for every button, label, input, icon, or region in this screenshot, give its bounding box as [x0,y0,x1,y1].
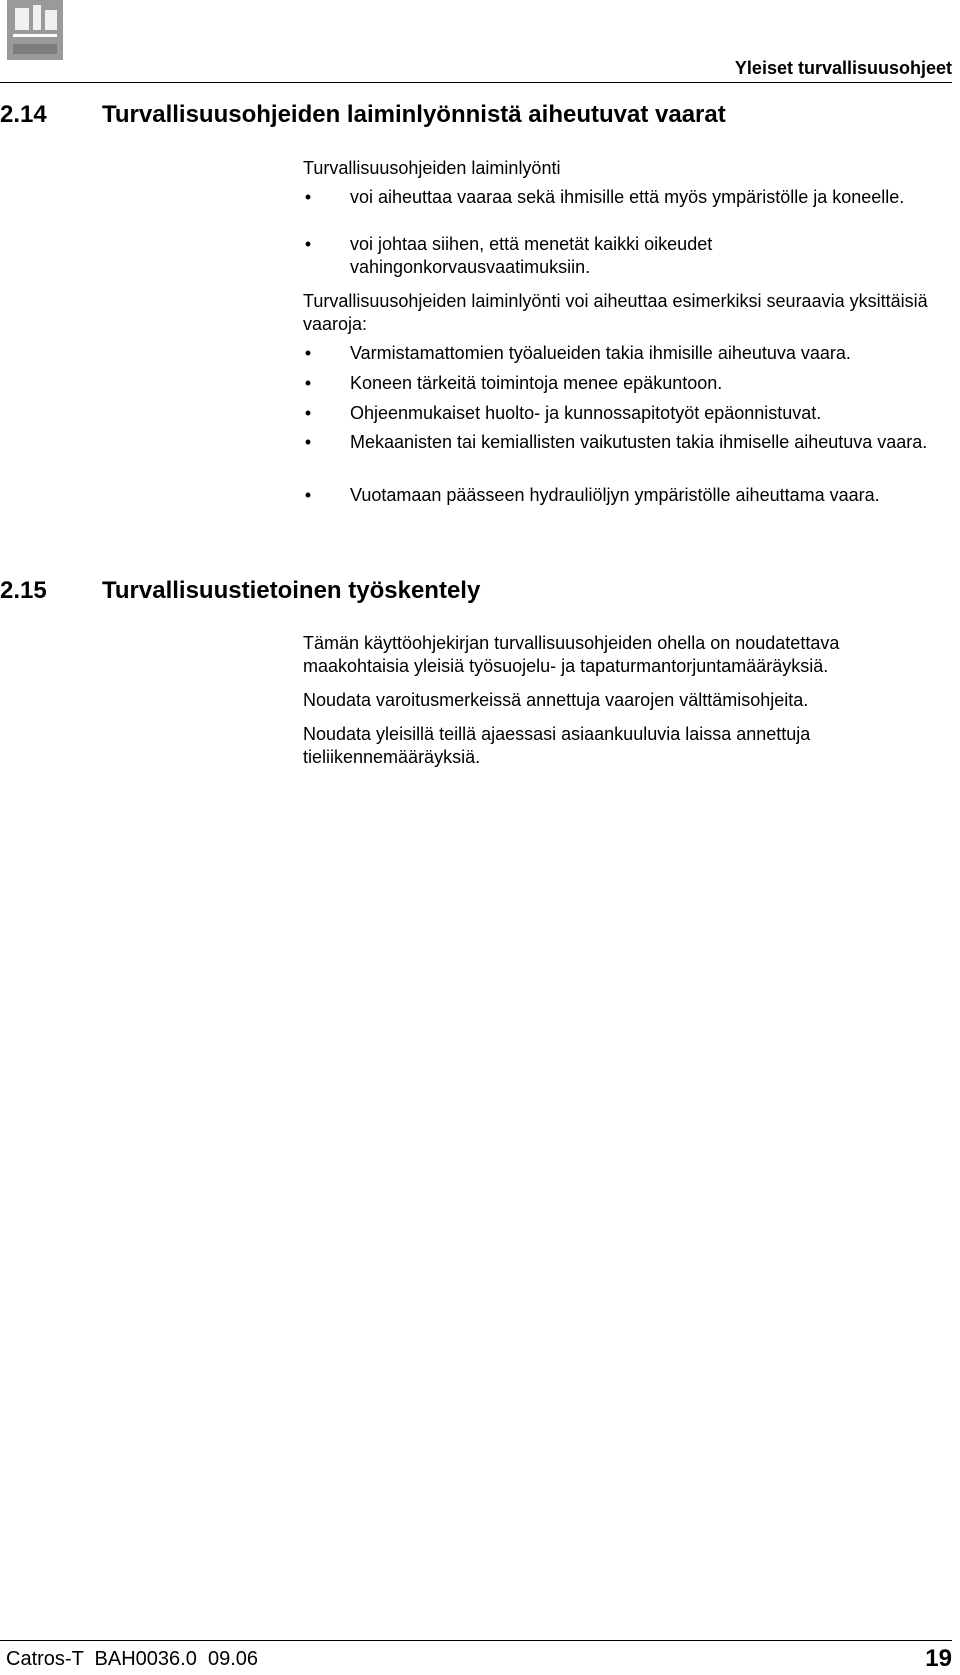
bullet-icon: • [304,343,312,363]
bullet-icon: • [304,485,312,505]
list-item-text: Ohjeenmukaiset huolto- ja kunnossapitotyöt epäonnistuvat. [350,403,822,423]
page-number: 19 [925,1645,952,1672]
running-header-title: Yleiset turvallisuusohjeet [734,58,952,78]
bullet-icon: • [304,234,312,254]
bullet-icon: • [304,373,312,393]
footer-divider [0,1640,952,1641]
header-divider [0,82,952,83]
list-item [303,431,943,477]
section-2-15-heading [0,577,480,605]
list-item [303,186,943,232]
document-reference: Catros-T BAH0036.0 09.06 [6,1648,258,1670]
section-number: 2.14 [0,101,47,128]
bullet-icon: • [304,187,312,207]
section-2-15-paragraph-1: Tämän käyttöohjekirjan turvallisuusohjeiden ohella on noudatettava maakohtaisia yleisiä työsuojelu- ja tapaturmantorjuntamääräyksiä. [303,633,840,676]
list-item [303,402,943,425]
list-item [303,484,943,530]
list-item [303,233,943,279]
section-2-14-intro2: Turvallisuusohjeiden laiminlyönti voi aiheuttaa esimerkiksi seuraavia yksittäisiä vaaroja: [303,291,928,334]
list-item-text: voi aiheuttaa vaaraa sekä ihmisille että myös ympäristölle ja koneelle. [350,187,905,207]
list-item-text: Varmistamattomien työalueiden takia ihmisille aiheutuva vaara. [350,343,851,363]
list-item [303,342,943,365]
list-item-text: voi johtaa siihen, että menetät kaikki oikeudet vahingonkorvausvaatimuksiin. [350,234,713,277]
section-2-15-paragraph-3: Noudata yleisillä teillä ajaessasi asiaankuuluvia laissa annettuja tieliikennemääräyksiä. [303,724,811,767]
section-title: Turvallisuustietoinen työskentely [102,577,481,604]
section-number: 2.15 [0,577,47,604]
list-item [303,372,943,395]
section-title: Turvallisuusohjeiden laiminlyönnistä aiheutuvat vaarat [102,101,726,128]
bullet-icon: • [304,432,312,452]
section-2-14-heading [0,101,726,129]
list-item-text: Vuotamaan päässeen hydrauliöljyn ympäristölle aiheuttama vaara. [350,485,880,505]
list-item-text: Koneen tärkeitä toimintoja menee epäkuntoon. [350,373,723,393]
section-2-14-intro: Turvallisuusohjeiden laiminlyönti [303,158,561,178]
amazone-logo-icon [7,0,63,60]
section-2-15-paragraph-2: Noudata varoitusmerkeissä annettuja vaarojen välttämisohjeita. [303,690,809,710]
bullet-icon: • [304,403,312,423]
list-item-text: Mekaanisten tai kemiallisten vaikutusten takia ihmiselle aiheutuva vaara. [350,432,928,452]
